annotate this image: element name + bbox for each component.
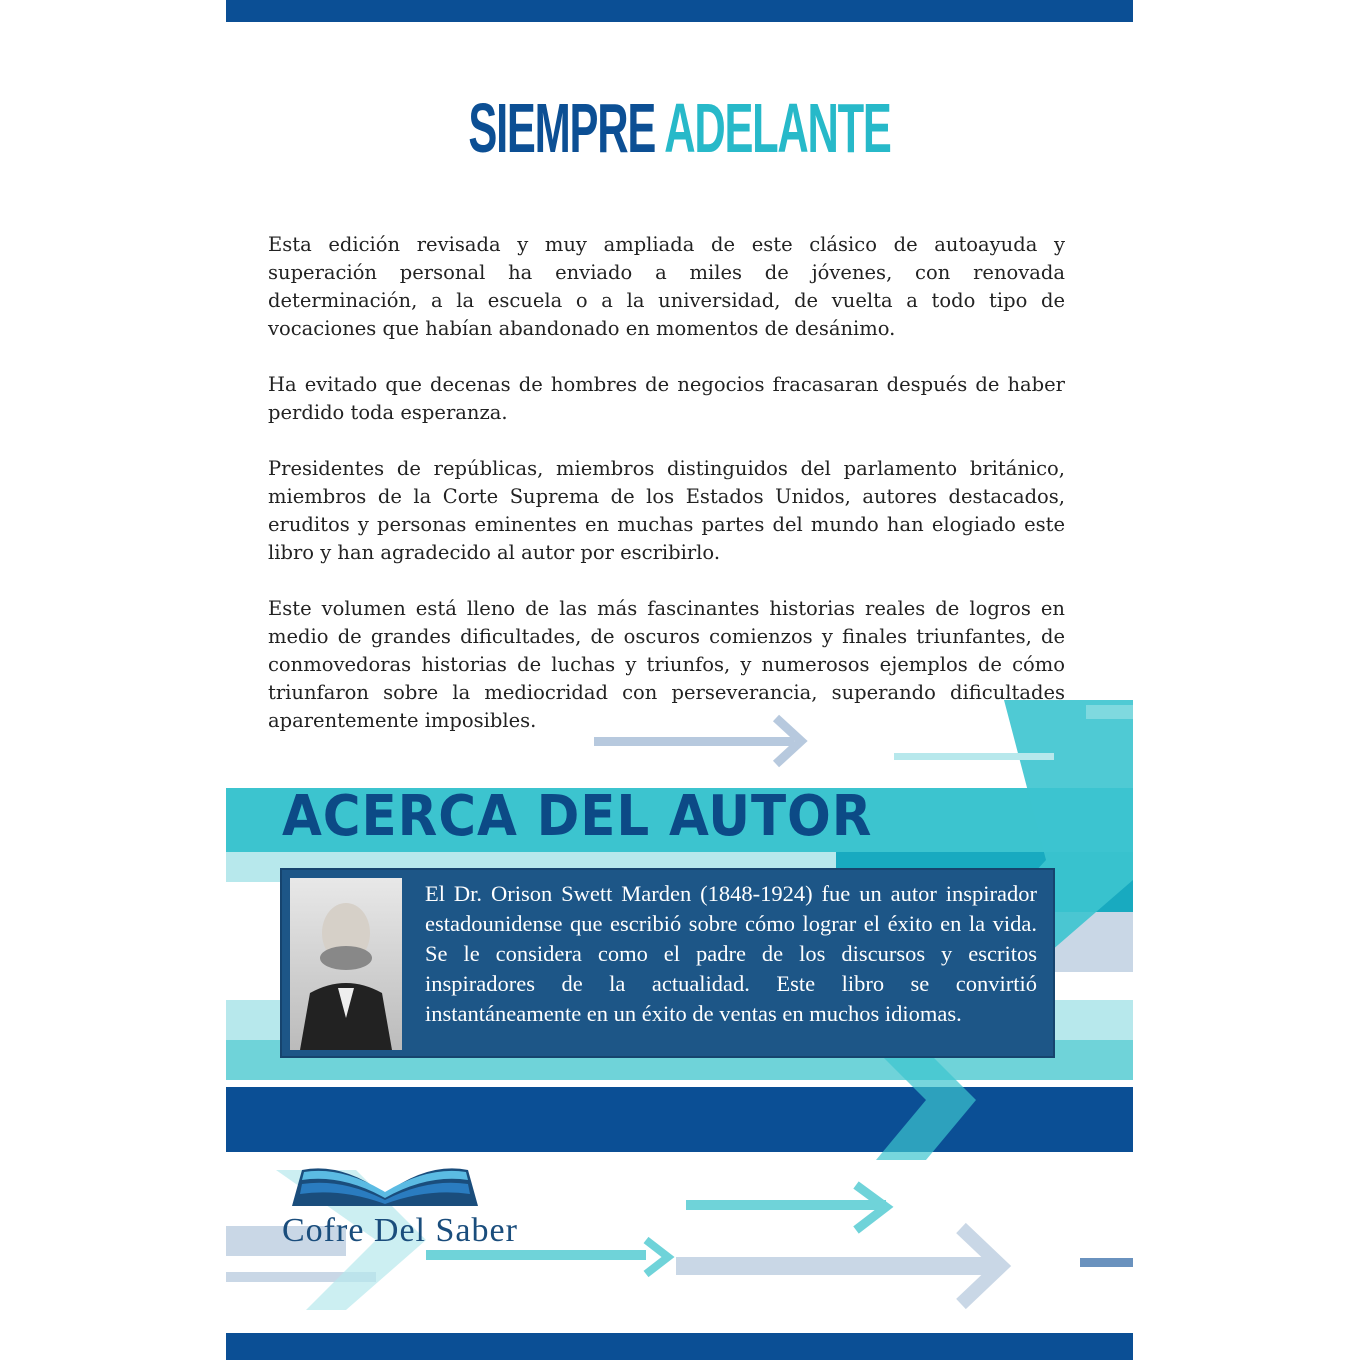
author-bio: El Dr. Orison Swett Marden (1848-1924) fue un autor inspirador estadounidense que escribió sobre cómo lograr el éxito en la vida. Se le considera como el padre de los discursos y escritos inspiradores de la actualidad. Este libro se convirtió instantáneamente en un éxito de ventas en muchos idiomas.: [425, 881, 1037, 1026]
paragraph: Esta edición revisada y muy ampliada de este clásico de autoayuda y superación personal ha enviado a miles de jóvenes, con renovada determinación, a la escuela o a la universidad, de vuelta a todo tipo de vocaciones que habían abandonado en momentos de desánimo.: [268, 233, 1065, 340]
top-band: [226, 0, 1133, 22]
book-title: [398, 88, 960, 168]
title-part1: SIEMPRE: [468, 89, 656, 167]
about-heading: ACERCA DEL AUTOR: [282, 784, 873, 849]
paragraph: Ha evitado que decenas de hombres de negocios fracasaran después de haber perdido toda esperanza.: [268, 373, 1065, 424]
publisher-name: Cofre Del Saber: [282, 1212, 518, 1249]
author-box: [280, 868, 1055, 1058]
back-cover: [226, 0, 1133, 1360]
open-book-logo-icon: [282, 1164, 492, 1214]
author-photo: [290, 878, 402, 1050]
paragraph: Presidentes de repúblicas, miembros distinguidos del parlamento británico, miembros de la Corte Suprema de los Estados Unidos, autores destacados, eruditos y personas eminentes en muchas partes del mundo han elogiado este libro y han agradecido al autor por escribirlo.: [268, 457, 1065, 564]
bottom-band: [226, 1333, 1133, 1360]
title-part2: ADELANTE: [664, 89, 891, 167]
synopsis: [268, 231, 1065, 763]
paragraph: Este volumen está lleno de las más fascinantes historias reales de logros en medio de grandes dificultades, de oscuros comienzos y finales triunfantes, de conmovedoras historias de luchas y triunfos, y numerosos ejemplos de cómo triunfaron sobre la mediocridad con perseverancia, superando dificultades aparentemente imposibles.: [268, 597, 1065, 732]
